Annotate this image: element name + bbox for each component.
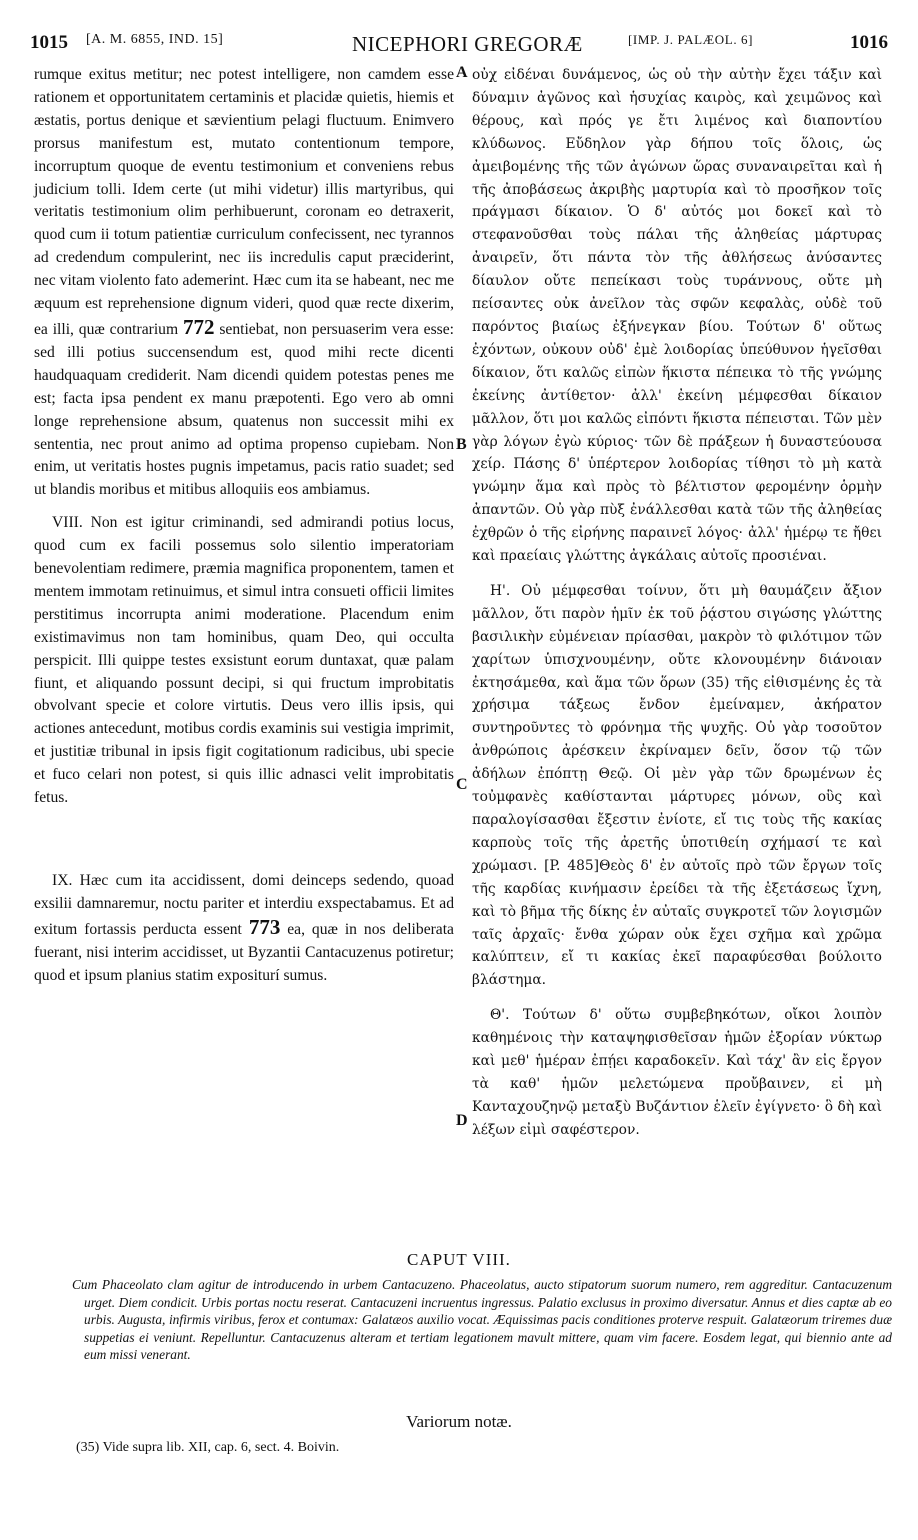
header-title: NICEPHORI GREGORÆ — [352, 32, 583, 56]
greek-text: Θεὸς δ' ἐν αὐτοῖς πρὸ τῶν ἔργων τοῖς τῆς καρδίας κινήμασιν ἐρείδει τὰ τῆς ἐξετάσεως ἴχνη, καὶ τὸ βῆμα τῆς δίκης ἐν αὐταῖς συγκροτεῖ τῶν λογισμῶν ταῖς ἀρχαῖς· ἔνθα χώραν οὐκ ἔχει σχῆμα καὶ χρῶμα καλύπτειν, εἴ τι κακίας ἐκεῖ παραφύεσθαι βούλοιτο βλάστημα. — [472, 857, 882, 989]
margin-letter-c: C — [456, 776, 468, 793]
margin-letter-a: A — [456, 64, 468, 81]
chapter-summary: Cum Phaceolato clam agitur de introducendo in urbem Cantacuzeno. Phaceolatus, aucto stipatorum suorum numero, rem aggreditur. Cantacuzenum urget. Diem condicit. Urbis portas noctu reserat. Cantacuzeni incruentus ingressus. Palatio exclusus in proximo diversatur. Annus et dies captæ ab eo urbis. Augusta, infirmis viribus, ferox et contumax: Galatæos auxilio vocat. Æquissimas pacis conditiones proterve respuit. Galatæorum triremes duæ suppetias ei veniunt. Repelluntur. Cantacuzenus alteram et tertiam legationem mavult mittere, quam vim facere. Eosdem legat, qui biennio ante ad eum missi venerant. — [72, 1277, 892, 1362]
latin-column — [34, 64, 454, 988]
latin-text: rumque exitus metitur; nec potest intelligere, non camdem esse rationem et opportunitatem certaminis et placidæ quietis, hiemis et æstatis, portus denique et sævientium pelagi fluctuum. Enimvero prorsus manifestum est, mutato contentionum tempore, incorruptum quoque de eventu testimonium et conveniens rebus judicium tolli. Idem certe (ut mihi videtur) illis martyribus, qui veritatis testimonium olim perhibuerunt, coronam eo detraxerit, quod cum ii totum patientiæ curriculum confecissent, nec tyrannos ad credendum compulerint, nec iis incredulis caput præciderint, nec vitam violento fato ademerint. Hæc cum ita se habeant, nec me æquum est reprehensione dignum videri, quod quæ recte dixerim, ea illi, quæ contrarium — [34, 66, 454, 338]
greek-text: τῆς εἰθισμένης ἐς τὰ χρήσιμα τάξεως ἔνδον ἐμείναμεν, ἀκήρατον συντηροῦντες τὸ φρόνημα τῆς ψυχῆς. Οὐ γὰρ τοσοῦτον ἀνθρώποις ἀρέσκειν ἐκρίναμεν δεῖν, ὅσον τῷ τῶν ἀδήλων ἐπόπτῃ Θεῷ. Οἱ μὲν γὰρ τῶν δρωμένων ἐς τοὐμφανὲς καθίστανται μάρτυρες μόνων, οὓς καὶ παραλογίσασθαι ἔξεστιν ἐνίοτε, εἴ τις τοὺς τῆς κακίας καρποὺς τοῖς τῆς ἀρετῆς ὑποτιθείη σχήμασί τε καὶ χρώμασι. — [472, 674, 883, 874]
latin-paragraph-ix — [34, 870, 454, 988]
greek-paragraph: οὐχ εἰδέναι δυνάμενος, ὡς οὐ τὴν αὐτὴν ἔχει τάξιν καὶ δύναμιν ἀγῶνος καὶ ἡσυχίας καιρὸς, καὶ χειμῶνος καὶ θέρους, καὶ πρός γε ἔτι λιμένος καὶ διαποντίου κλύδωνος. Εὔδηλον γὰρ δήπου τοῖς ὅλοις, ὡς ἀμειβομένης τῆς τῶν ἀγώνων ὥρας συναναιρεῖται καὶ ἡ τῆς ἀποβάσεως ἀκριβὴς μαρτυρία καὶ τὸ προσῆκον τοῖς πράγμασι δίκαιον. Ὁ δ' αὐτός μοι δοκεῖ καὶ τὸ στεφανοῦσθαι τοὺς πάλαι τῆς ἀληθείας μάρτυρας ἀναιρεῖν, ὅτι πάντα τὸν τῆς ἀθλήσεως ἀνύσαντες δίαυλον οὔτε πεπείκασι τοὺς τυράννους, οὔτε μὴ πείσαντες οὐκ ἀνεῖλον τὰς σφῶν κεφαλὰς, οὐδὲ τοῦ παρόντος βιαίως ἐξήνεγκαν βίου. Τούτων δ' οὕτως ἐχόντων, οὐκουν οὐδ' ἐμὲ λοιδορίας ὑπεύθυνον ἡγεῖσθαι δίκαιον, ὅτι καλῶς εἰπὼν ἥκιστα πέπεικα τὸ τῆς γνώμης ἐκείνης ἀντίθετον· ἀλλ' ἐκείνη μέμφεσθαι δίκαιον μᾶλλον, ὅτι μοι καλῶς εἰπόντι ἥκιστα πέπεισται. Τῶν μὲν γὰρ λόγων ἐγὼ κύριος· τῶν δὲ πράξεων ἡ δυναστεύουσα χείρ. Πάσης δ' ὑπέρτερον λοιδορίας τίθησι τὸ μὴ κατὰ γνώμην ἅμα καὶ πρὸς τὸ βέλτιστον φερομένην ὁρμὴν ἀπαντῶν. Οὐ γὰρ πὺξ ἐνάλλεσθαι κατὰ τῶν τῆς ἀληθείας ἐχθρῶν ὁ τῆς εἰρήνης παραινεῖ λόγος· ἀλλ' ἡμέρῳ τε ἤθει καὶ πραείαις γλώττης ἀγκάλαις αὐτοῖς προσιέναι. — [472, 67, 882, 565]
note-reference: (35) — [701, 674, 730, 691]
bracket-left: [A. M. 6855, IND. 15] — [86, 32, 224, 47]
greek-column — [472, 64, 882, 1142]
chapter-title: CAPUT VIII. — [407, 1250, 511, 1269]
column-number-772: 772 — [182, 314, 215, 339]
bracket-right: [IMP. J. PALÆOL. 6] — [628, 32, 754, 47]
column-number-773: 773 — [248, 914, 281, 939]
latin-paragraph — [34, 64, 454, 502]
greek-paragraph-eta — [472, 580, 882, 992]
greek-text: Η'. Οὐ μέμφεσθαι τοίνυν, ὅτι μὴ θαυμάζειν ἄξιον μᾶλλον, ὅτι παρὸν ἡμῖν ἐκ τοῦ ῥᾴστου σιγώσης γλώττης βασιλικὴν εὐμένειαν πρίασθαι, μακρὸν τὸ φιλότιμον τῶν χαρίτων ὑπισχνουμένην, οὔτε κλονουμένην διάνοιαν ἐκτησάμεθα, καὶ ἅμα τῶν ὅρων — [472, 582, 882, 691]
latin-paragraph-viii: VIII. Non est igitur criminandi, sed admirandi potius locus, quod cum ex facili possemus solo silentio imperatoriam benevolentiam redimere, præmia magnifica proponentem, tamen et mentem immotam retinuimus, et simul intra consueti officii limites perstitimus incorrupta animi moderatione. Placendum enim existimavimus non tam hominibus, quam Deo, qui occulta perspicit. Illi quippe testes exsistunt eorum duntaxat, quæ palam fiunt, et aliquando possunt decipi, si qui fructum improbitatis obvolvant specie et colore virtutis. Deus vero illis ipsis, qui actiones antecedunt, motibus cordis examinis sui vestigia imprimit, et justitiæ tribunal in ipsis figit cogitationum radicibus, ubi specie et fuco celari non potest, si quis illic adnasci velit improbitatis fetus. — [34, 514, 454, 807]
latin-text: ea, quæ in nos deliberata fuerant, nisi interim accidisset, ut Byzantii Cantacuzenus potiretur; quod et ipsum planius statim expositurí sumus. — [34, 920, 454, 984]
greek-paragraph-theta: Θ'. Τούτων δ' οὕτω συμβεβηκότων, οἴκοι λοιπὸν καθημένοις τὴν καταψηφισθεῖσαν ἡμῶν ἐξορίαν νύκτωρ καὶ μεθ' ἡμέραν ἐπῄει καραδοκεῖν. Καὶ τάχ' ἂν εἰς ἔργον τὰ καθ' ἡμῶν μελετώμενα προὔβαινεν, εἰ μὴ Κανταχουζηνῷ μεταξὺ Βυζάντιον ἑλεῖν ἐγίγνετο· ὃ δὴ καὶ λέξων εἰμὶ σαφέστερον. — [472, 1007, 882, 1138]
page-reference: [P. 485] — [544, 857, 600, 874]
margin-letter-b: B — [456, 436, 467, 453]
notes-heading: Variorum notæ. — [406, 1412, 512, 1431]
margin-letter-d: D — [456, 1112, 468, 1129]
page-number-right: 1016 — [850, 32, 888, 53]
footnote-35: (35) Vide supra lib. XII, cap. 6, sect. 4. Boivin. — [76, 1440, 340, 1455]
latin-text: IX. Hæc cum ita accidissent, domi deinceps sedendo, quoad exsilii damnaremur, noctu pariter et interdiu exspectabamus. Et ad exitum fortassis perducta essent — [34, 872, 454, 938]
running-header — [30, 32, 888, 62]
page-number-left: 1015 — [30, 32, 68, 53]
latin-text: sentiebat, non persuaserim vera esse: sed illi potius succensendum est, quod mihi recte dicenti haudquaquam crediderit. Nam dicendi quidem potestas penes me est; facta ipsa pendent ex manu præpotenti. Ego vero ab omni longe reprehensione absum, quatenus non successit mihi ex sententia, nec prout animo ad optima propenso cupiebam. Non enim, ut veritatis hostes pugnis impetamus, pacis ratio suadet; sed ut blandis moribus et mitibus alloquiis eos ambiamus. — [34, 320, 454, 499]
